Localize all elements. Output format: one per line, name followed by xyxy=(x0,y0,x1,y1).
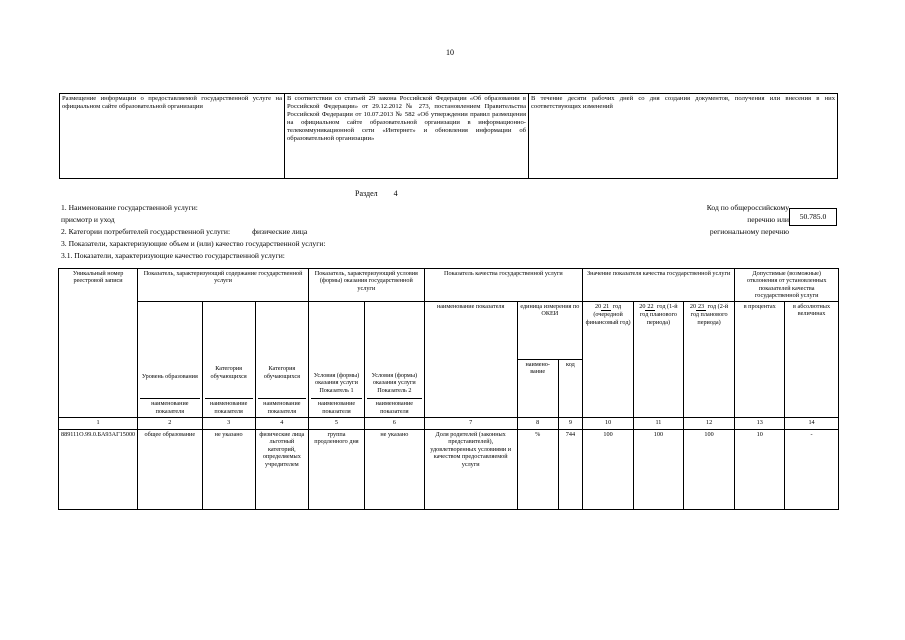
subheader-year-1 xyxy=(583,302,634,418)
indicators-heading: 3. Показатели, характеризующие объем и (или) качество государственной услуги: xyxy=(61,239,326,248)
col-number: 2 xyxy=(138,418,202,430)
subheader-unit-name: наимено-вание xyxy=(517,360,558,418)
subheader-absolute: в абсолютных величинах xyxy=(785,302,839,418)
subheader-condition-1-text: Условия (формы) оказания услуги Показатель 1 xyxy=(313,371,360,394)
subheader-condition-2-text: Условия (формы) оказания услуги Показатель 2 xyxy=(371,371,418,394)
page-number: 10 xyxy=(446,48,454,57)
col-number: 1 xyxy=(59,418,138,430)
header-conditions: Показатель, характеризующий условия (формы) оказания государственной услуги xyxy=(308,269,424,302)
header-quality: Показатель качества государственной услуги xyxy=(424,269,582,302)
subheader-level xyxy=(138,302,202,418)
cell-category-2: физические лица льготный категорий, определяемых учредителем xyxy=(255,430,308,510)
cell-deviation-absolute: - xyxy=(785,430,839,510)
cell-category-1: не указано xyxy=(202,430,255,510)
subheader-year-2 xyxy=(634,302,684,418)
year-1-number: 21 xyxy=(603,303,610,310)
col-number: 8 xyxy=(517,418,558,430)
placement-method-cell: Размещение информации о предоставляемой государственной услуге на официальном сайте образовательной организации xyxy=(60,94,285,179)
subheader-category-1 xyxy=(202,302,255,418)
col-number: 11 xyxy=(634,418,684,430)
year-1-prefix: 20 xyxy=(594,303,602,310)
consumer-category-value: физические лица xyxy=(252,227,308,236)
col-number: 6 xyxy=(364,418,424,430)
subheader-unit-code: код xyxy=(558,360,582,418)
cell-value-year-1: 100 xyxy=(583,430,634,510)
section-number: 4 xyxy=(393,189,398,198)
service-name-value: присмотр и уход xyxy=(61,215,115,224)
table-row xyxy=(59,269,839,302)
col-number: 4 xyxy=(255,418,308,430)
subheader-condition-1-name: наименование показателя xyxy=(311,398,362,415)
subheader-percent: в процентах xyxy=(735,302,785,418)
header-unique-number: Уникальный номер реестровой записи xyxy=(59,269,138,418)
service-name-label: 1. Наименование государственной услуги: xyxy=(61,203,198,212)
subheader-year-3 xyxy=(683,302,735,418)
subheader-level-text: Уровень образования xyxy=(141,372,198,380)
subheader-category-1-text: Категория обучающихся xyxy=(210,365,247,380)
year-3-number: 23 xyxy=(698,303,705,310)
year-3-suffix: год (2-й год планового периода) xyxy=(690,303,729,326)
subheader-category-2 xyxy=(255,302,308,418)
table-row xyxy=(59,430,839,510)
column-numbers-row xyxy=(59,418,839,430)
section-label: Раздел xyxy=(355,189,378,198)
subheader-level-name: наименование показателя xyxy=(140,398,199,415)
subheader-condition-1 xyxy=(308,302,364,418)
header-deviation: Допустимые (возможные) отклонения от установленных показателей качества государственной услуги xyxy=(735,269,839,302)
cell-deviation-percent: 10 xyxy=(735,430,785,510)
subheader-indicator-name: наименование показателя xyxy=(424,302,517,418)
year-1-suffix: год (очередной финансовый год) xyxy=(585,303,631,326)
cell-unit-name: % xyxy=(517,430,558,510)
consumer-category-label: 2. Категории потребителей государственной услуги: xyxy=(61,227,231,236)
col-number: 14 xyxy=(785,418,839,430)
quality-indicators-table xyxy=(58,268,839,510)
subheader-category-2-name: наименование показателя xyxy=(258,398,306,415)
info-placement-table xyxy=(59,93,838,179)
col-number: 9 xyxy=(558,418,582,430)
col-number: 5 xyxy=(308,418,364,430)
table-row xyxy=(60,94,838,179)
section-heading xyxy=(355,189,398,198)
table-row xyxy=(59,302,839,360)
col-number: 7 xyxy=(424,418,517,430)
col-number: 12 xyxy=(683,418,735,430)
cell-education-level: общее образование xyxy=(138,430,202,510)
cell-value-year-3: 100 xyxy=(683,430,735,510)
header-values: Значение показателя качества государственной услуги xyxy=(583,269,735,302)
placement-frequency-cell: В течение десяти рабочих дней со дня создания документов, получения или внесения в них соответствующих изменений xyxy=(529,94,838,179)
year-3-prefix: 20 xyxy=(689,303,697,310)
consumer-category-line xyxy=(61,227,307,236)
subheader-category-2-text: Категория обучающихся xyxy=(263,365,300,380)
cell-registry-number: 889111О.99.0.БА93АГ15000 xyxy=(59,430,138,510)
year-2-number: 22 xyxy=(647,303,654,310)
cell-unit-code: 744 xyxy=(558,430,582,510)
cell-condition-2: не указано xyxy=(364,430,424,510)
registry-code-label-2: перечню или xyxy=(747,215,789,224)
col-number: 13 xyxy=(735,418,785,430)
year-2-suffix: год (1-й год планового периода) xyxy=(639,303,678,326)
cell-indicator-name: Доля родителей (законных представителей), удовлетворенных условиями и качеством предоставляемой услуги xyxy=(424,430,517,510)
header-content: Показатель, характеризующий содержание государственной услуги xyxy=(138,269,309,302)
placement-basis-cell: В соответствии со статьей 29 закона Российской Федерации «Об образовании в Российской Федерации» от 29.12.2012 № 273, постановлением Правительства Российской Федерации от 10.07.2013 № 582 «Об утверждении правил размещения на официальном сайте образовательной организации в информационно-телекоммуникационной сети «Интернет» и обновления информации об образовательной организации» xyxy=(285,94,529,179)
col-number: 3 xyxy=(202,418,255,430)
subheader-unit: единица измерения по ОКЕИ xyxy=(517,302,582,360)
registry-code-box: 50.785.0 xyxy=(789,208,837,226)
cell-value-year-2: 100 xyxy=(634,430,684,510)
registry-code-label-3: региональному перечню xyxy=(709,227,789,236)
subheader-condition-2-name: наименование показателя xyxy=(367,398,422,415)
subheader-category-1-name: наименование показателя xyxy=(205,398,253,415)
registry-code-label-1: Код по общероссийскому xyxy=(706,203,789,212)
quality-indicators-heading: 3.1. Показатели, характеризующие качество государственной услуги: xyxy=(61,251,285,260)
cell-condition-1: группа продленного дня xyxy=(308,430,364,510)
subheader-condition-2 xyxy=(364,302,424,418)
col-number: 10 xyxy=(583,418,634,430)
year-2-prefix: 20 xyxy=(639,303,646,310)
